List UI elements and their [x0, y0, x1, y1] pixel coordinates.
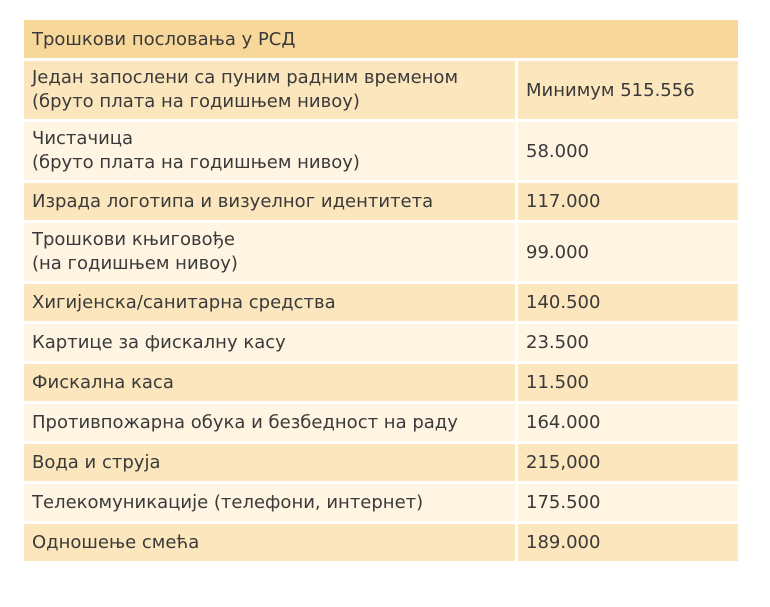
row-label-line2: (бруто плата на годишњем нивоу) [32, 152, 360, 173]
table-row [24, 364, 738, 404]
table-row [24, 61, 738, 122]
row-label-line1: Противпожарна обука и безбедност на раду [32, 411, 458, 433]
row-label-line1: Вода и струја [32, 451, 161, 473]
table-row [24, 524, 738, 564]
row-label [24, 404, 518, 441]
row-label-line1: Телекомуникације (телефони, интернет) [32, 491, 424, 513]
cost-table [24, 20, 738, 564]
table-row [24, 183, 738, 223]
row-label-line2: (бруто плата на годишњем нивоу) [32, 91, 360, 112]
row-value: 140.500 [526, 292, 601, 313]
table-row [24, 444, 738, 484]
row-label [24, 444, 518, 481]
row-label-line1: Хигијенска/санитарна средства [32, 291, 336, 313]
row-value: 215,000 [526, 452, 601, 473]
table-row [24, 223, 738, 284]
row-label [24, 61, 518, 119]
row-label-line1: Фискална каса [32, 371, 174, 393]
row-label [24, 284, 518, 321]
row-label [24, 484, 518, 521]
row-value: 175.500 [526, 492, 601, 513]
row-label-line1: Трошкови књиговође [32, 229, 235, 250]
row-label [24, 524, 518, 561]
row-label-line1: Картице за фискалну касу [32, 331, 286, 353]
row-value: 189.000 [526, 532, 601, 553]
row-label-line1: Израда логотипа и визуелног идентитета [32, 190, 434, 212]
row-value: 23.500 [526, 332, 589, 353]
row-label [24, 223, 518, 281]
row-value: 58.000 [526, 140, 589, 162]
row-value: 11.500 [526, 372, 589, 393]
row-label-line1: Одношење смећа [32, 531, 200, 553]
row-label [24, 324, 518, 361]
table-row [24, 404, 738, 444]
row-label-line1: Чистачица [32, 128, 134, 149]
row-value: 99.000 [526, 241, 589, 263]
table-row [24, 484, 738, 524]
row-label-line1: Један запослени са пуним радним временом [32, 67, 459, 88]
row-value: 117.000 [526, 191, 601, 212]
row-label [24, 122, 518, 180]
table-row [24, 284, 738, 324]
row-value: 164.000 [526, 412, 601, 433]
table-row [24, 122, 738, 183]
row-value: Минимум 515.556 [526, 79, 695, 101]
row-label [24, 183, 518, 220]
table-title: Трошкови пословања у РСД [24, 20, 738, 61]
row-label-line2: (на годишњем нивоу) [32, 253, 238, 274]
row-label [24, 364, 518, 401]
table-row [24, 324, 738, 364]
